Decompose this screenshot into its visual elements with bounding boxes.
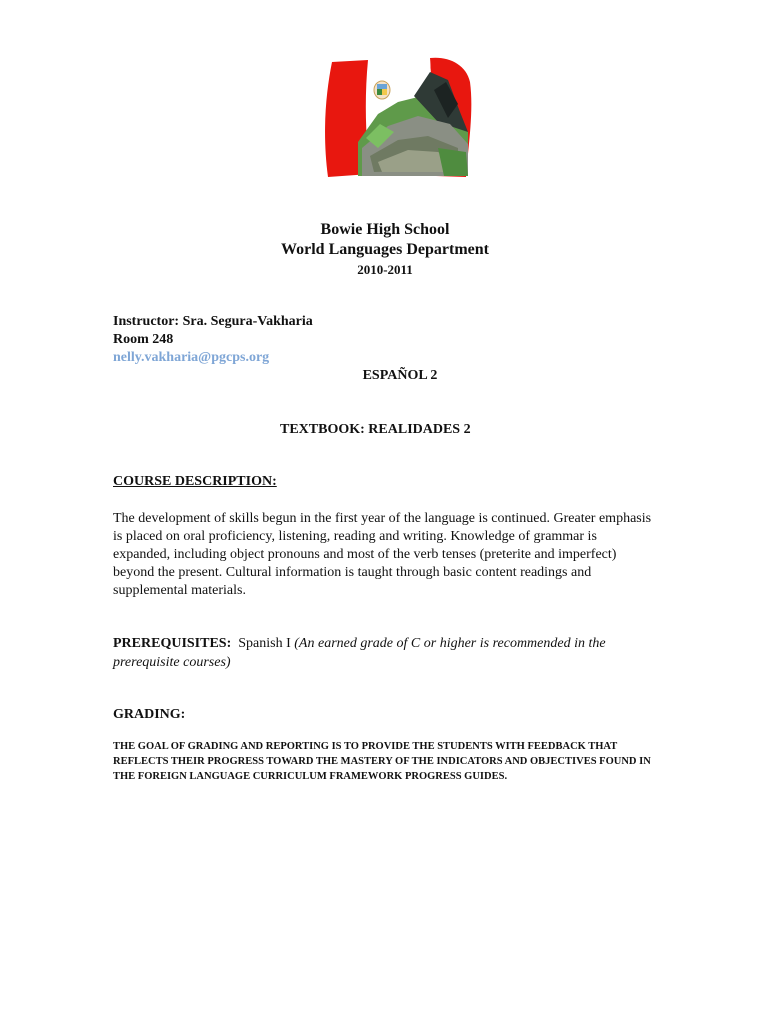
textbook-line: TEXTBOOK: REALIDADES 2 — [280, 422, 471, 437]
instructor-name: Instructor: Sra. Segura-Vakharia — [113, 314, 313, 329]
prerequisites-value: Spanish I — [231, 636, 295, 651]
department-name: World Languages Department — [281, 241, 489, 258]
course-description-body: The development of skills begun in the first year of the language is continued. Greater emphasis is placed on oral proficiency, listening, reading and writing. Knowledge of grammar is expanded, including object pronouns and most of the verb tenses (preterite and imperfect) beyond the present. Cultural information is taught through basic content readings and supplemental materials. — [113, 511, 652, 598]
school-year: 2010-2011 — [357, 262, 413, 277]
school-name: Bowie High School — [320, 221, 450, 238]
room-number: Room 248 — [113, 332, 174, 347]
peru-flag-machu-picchu-icon — [318, 52, 478, 186]
grading-body: THE GOAL OF GRADING AND REPORTING IS TO PROVIDE THE STUDENTS WITH FEEDBACK THAT REFLECTS THEIR PROGRESS TOWARD THE MASTERY OF THE INDICATORS AND OBJECTIVES FOUND IN THE FOREIGN LANGUAGE CURRICULUM FRAMEWORK PROGRESS GUIDES. — [113, 741, 651, 782]
grading-heading: GRADING: — [113, 707, 186, 722]
email-link[interactable]: nelly.vakharia@pgcps.org — [113, 350, 270, 365]
prerequisites-label: PREREQUISITES: — [113, 636, 232, 651]
prerequisites-note: (An earned grade of C or higher is recommended in the prerequisite courses) — [113, 636, 606, 670]
course-description-heading: COURSE DESCRIPTION: — [113, 474, 277, 489]
prerequisites-paragraph — [113, 634, 658, 672]
course-title: ESPAÑOL 2 — [362, 368, 438, 383]
